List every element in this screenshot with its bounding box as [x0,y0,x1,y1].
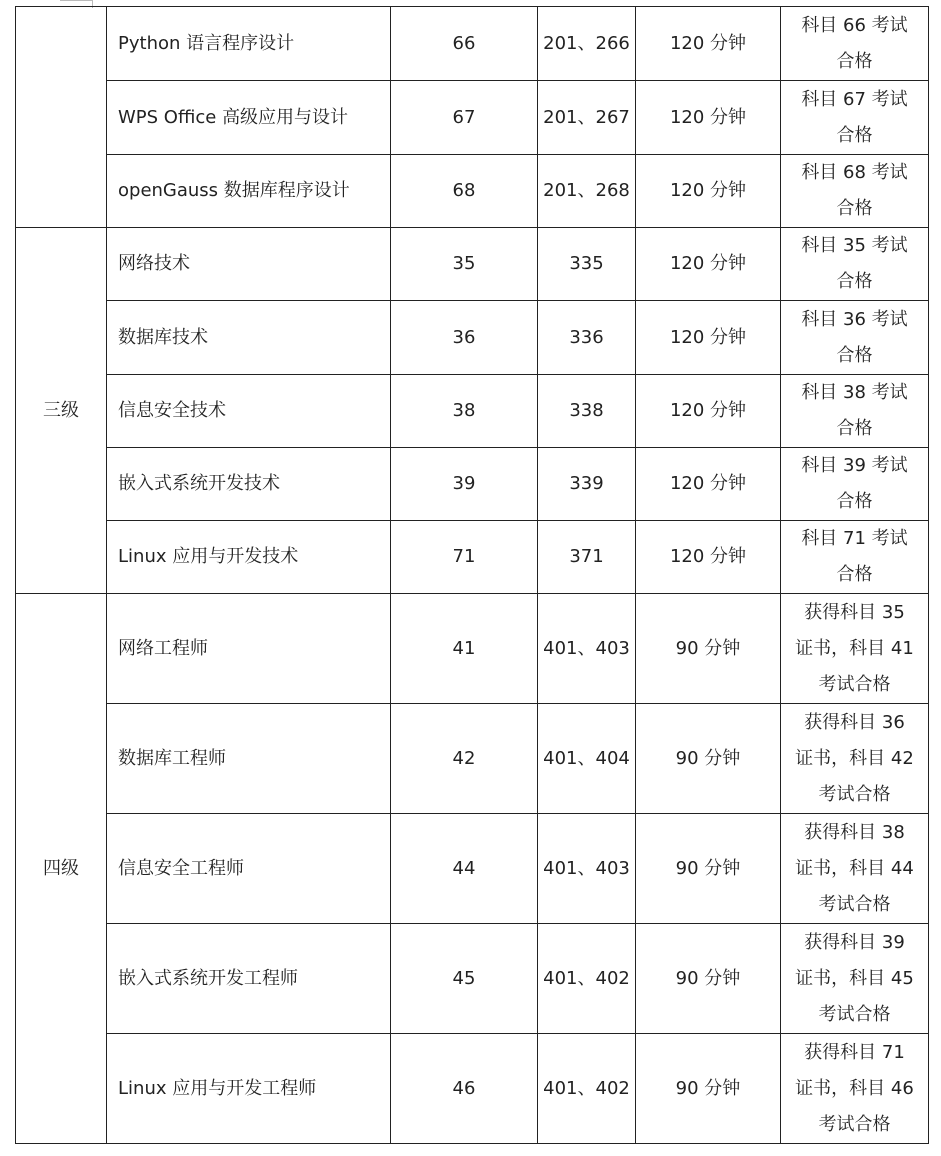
condition-line: 证书，科目 42 [795,747,914,769]
condition-cell [781,594,929,704]
code-cell: 38 [391,375,538,448]
condition-line: 证书，科目 45 [795,967,914,989]
condition-cell [781,1034,929,1144]
duration-cell: 120 分钟 [636,375,781,448]
condition-cell [781,81,929,155]
duration-cell: 90 分钟 [636,814,781,924]
condition-line: 科目 71 考试 [801,528,908,549]
condition-cell [781,375,929,448]
paper-cell: 401、403 [538,594,636,704]
duration-cell: 90 分钟 [636,704,781,814]
subject-cell: Python 语言程序设计 [107,7,391,81]
paper-cell: 401、402 [538,1034,636,1144]
condition-line: 获得科目 35 [804,601,905,623]
condition-line: 合格 [836,418,873,439]
condition-line: 合格 [836,50,873,72]
subject-cell: Linux 应用与开发工程师 [107,1034,391,1144]
subject-cell: WPS Office 高级应用与设计 [107,81,391,155]
code-cell: 46 [391,1034,538,1144]
condition-line: 考试合格 [818,893,891,915]
duration-cell: 90 分钟 [636,594,781,704]
subject-cell: 网络工程师 [107,594,391,704]
condition-cell [781,155,929,228]
subject-cell: 信息安全技术 [107,375,391,448]
condition-line: 考试合格 [818,783,891,805]
table-row [16,704,929,814]
duration-cell: 120 分钟 [636,521,781,594]
table-row [16,924,929,1034]
table-row [16,594,929,704]
paper-cell: 201、267 [538,81,636,155]
condition-line: 考试合格 [818,1113,891,1135]
condition-cell [781,228,929,301]
condition-line: 获得科目 38 [804,821,905,843]
code-cell: 68 [391,155,538,228]
subject-cell: 数据库工程师 [107,704,391,814]
condition-cell [781,301,929,375]
level-cell: 三级 [16,228,107,594]
paper-cell: 335 [538,228,636,301]
duration-cell: 120 分钟 [636,448,781,521]
condition-cell [781,704,929,814]
condition-line: 科目 66 考试 [801,14,908,36]
condition-line: 证书，科目 44 [795,857,914,879]
table-row [16,448,929,521]
subject-cell: 嵌入式系统开发技术 [107,448,391,521]
condition-cell [781,814,929,924]
subject-cell: Linux 应用与开发技术 [107,521,391,594]
condition-line: 合格 [836,491,873,512]
exam-subject-table [15,6,929,1144]
paper-cell: 401、404 [538,704,636,814]
table-row [16,81,929,155]
table-row [16,375,929,448]
paper-cell: 201、268 [538,155,636,228]
code-cell: 35 [391,228,538,301]
condition-line: 合格 [836,271,873,292]
condition-line: 证书，科目 41 [795,637,914,659]
table-row [16,155,929,228]
code-cell: 71 [391,521,538,594]
condition-line: 获得科目 36 [804,711,905,733]
paper-cell: 338 [538,375,636,448]
condition-line: 科目 36 考试 [801,308,908,330]
condition-line: 考试合格 [818,673,891,695]
condition-line: 科目 68 考试 [801,162,908,183]
condition-line: 合格 [836,564,873,585]
condition-line: 科目 39 考试 [801,455,908,476]
condition-line: 合格 [836,124,873,146]
condition-line: 获得科目 39 [804,931,905,953]
code-cell: 45 [391,924,538,1034]
paper-cell: 336 [538,301,636,375]
page-edge-mark [60,0,92,1]
code-cell: 67 [391,81,538,155]
condition-cell [781,521,929,594]
duration-cell: 90 分钟 [636,924,781,1034]
condition-line: 合格 [836,198,873,219]
table-row [16,228,929,301]
subject-cell: openGauss 数据库程序设计 [107,155,391,228]
condition-cell [781,448,929,521]
duration-cell: 120 分钟 [636,81,781,155]
level-cell [16,7,107,228]
duration-cell: 120 分钟 [636,155,781,228]
subject-cell: 网络技术 [107,228,391,301]
table-body [16,7,929,1144]
paper-cell: 371 [538,521,636,594]
paper-cell: 339 [538,448,636,521]
code-cell: 36 [391,301,538,375]
paper-cell: 201、266 [538,7,636,81]
duration-cell: 120 分钟 [636,301,781,375]
condition-cell [781,924,929,1034]
condition-line: 科目 35 考试 [801,235,908,256]
code-cell: 42 [391,704,538,814]
duration-cell: 120 分钟 [636,7,781,81]
duration-cell: 120 分钟 [636,228,781,301]
subject-cell: 嵌入式系统开发工程师 [107,924,391,1034]
condition-line: 科目 38 考试 [801,382,908,403]
condition-line: 获得科目 71 [804,1041,905,1063]
code-cell: 41 [391,594,538,704]
table-row [16,1034,929,1144]
level-cell: 四级 [16,594,107,1144]
paper-cell: 401、403 [538,814,636,924]
code-cell: 44 [391,814,538,924]
table-row [16,521,929,594]
table-row [16,301,929,375]
condition-line: 科目 67 考试 [801,88,908,110]
condition-line: 合格 [836,344,873,366]
subject-cell: 数据库技术 [107,301,391,375]
condition-line: 考试合格 [818,1003,891,1025]
paper-cell: 401、402 [538,924,636,1034]
condition-line: 证书，科目 46 [795,1077,914,1099]
table-row [16,7,929,81]
code-cell: 66 [391,7,538,81]
duration-cell: 90 分钟 [636,1034,781,1144]
condition-cell [781,7,929,81]
table-row [16,814,929,924]
subject-cell: 信息安全工程师 [107,814,391,924]
code-cell: 39 [391,448,538,521]
